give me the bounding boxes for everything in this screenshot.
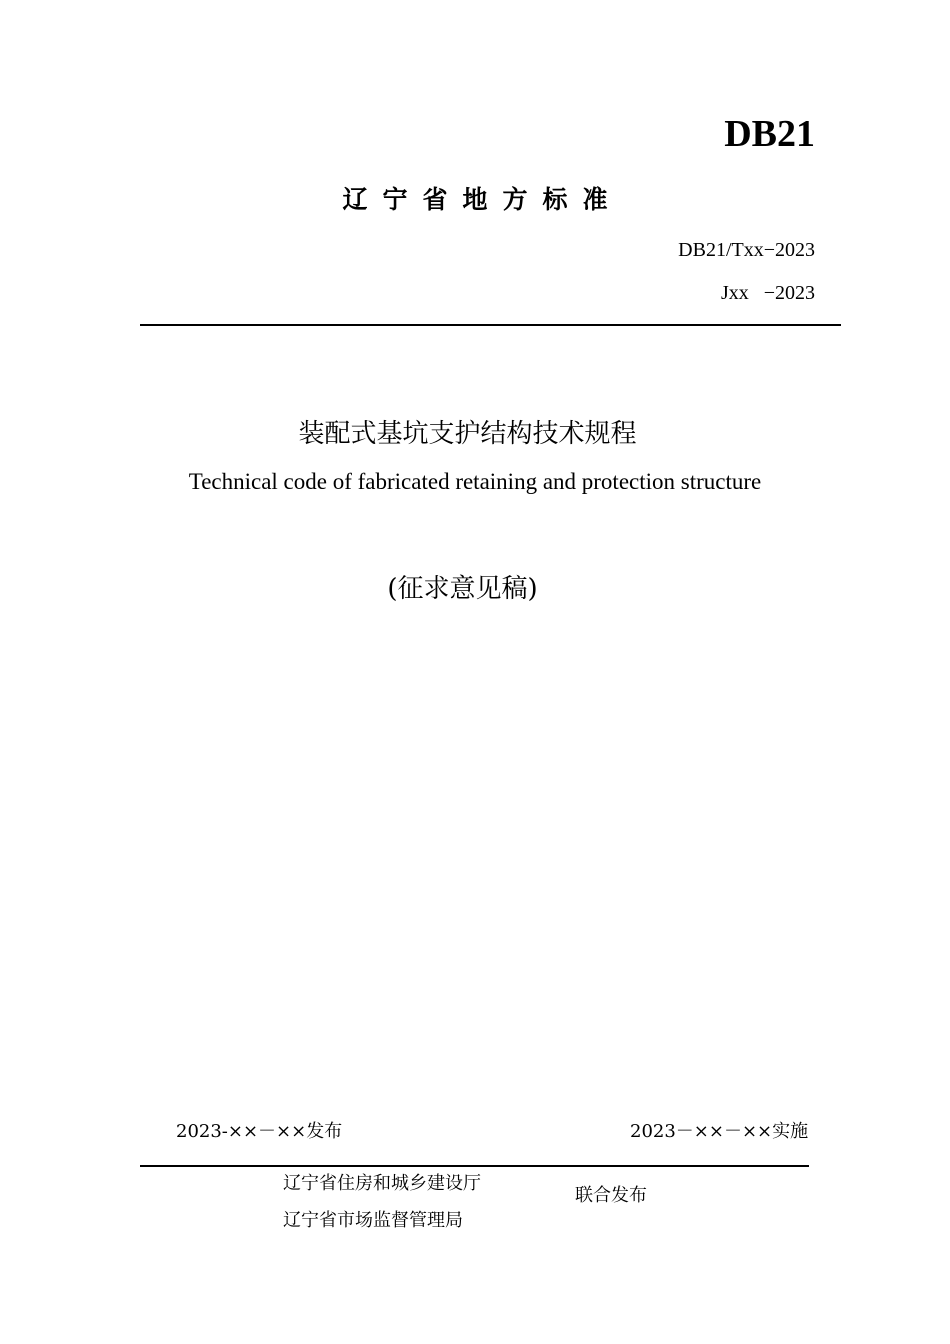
issuer-market-supervision: 辽宁省市场监督管理局 [283, 1210, 463, 1231]
bottom-divider [140, 1165, 809, 1167]
document-title-chinese: 装配式基坑支护结构技术规程 [298, 419, 637, 449]
issuer-housing-department: 辽宁省住房和城乡建设厅 [283, 1173, 481, 1194]
document-title-english: Technical code of fabricated retaining and protection structure [188, 469, 762, 494]
standard-type-title: 辽宁省地方标准 [342, 185, 623, 214]
implementation-date: 2023－××－××实施 [630, 1121, 809, 1142]
issue-date: 2023-××－××发布 [176, 1121, 343, 1142]
draft-status-note: (征求意见稿) [387, 574, 538, 604]
standard-code-mark: DB21 [724, 113, 815, 155]
record-number: Jxx −2023 [720, 282, 815, 304]
top-divider [140, 324, 841, 326]
joint-release-label: 联合发布 [575, 1185, 647, 1206]
standard-number: DB21/Txx−2023 [678, 239, 815, 261]
